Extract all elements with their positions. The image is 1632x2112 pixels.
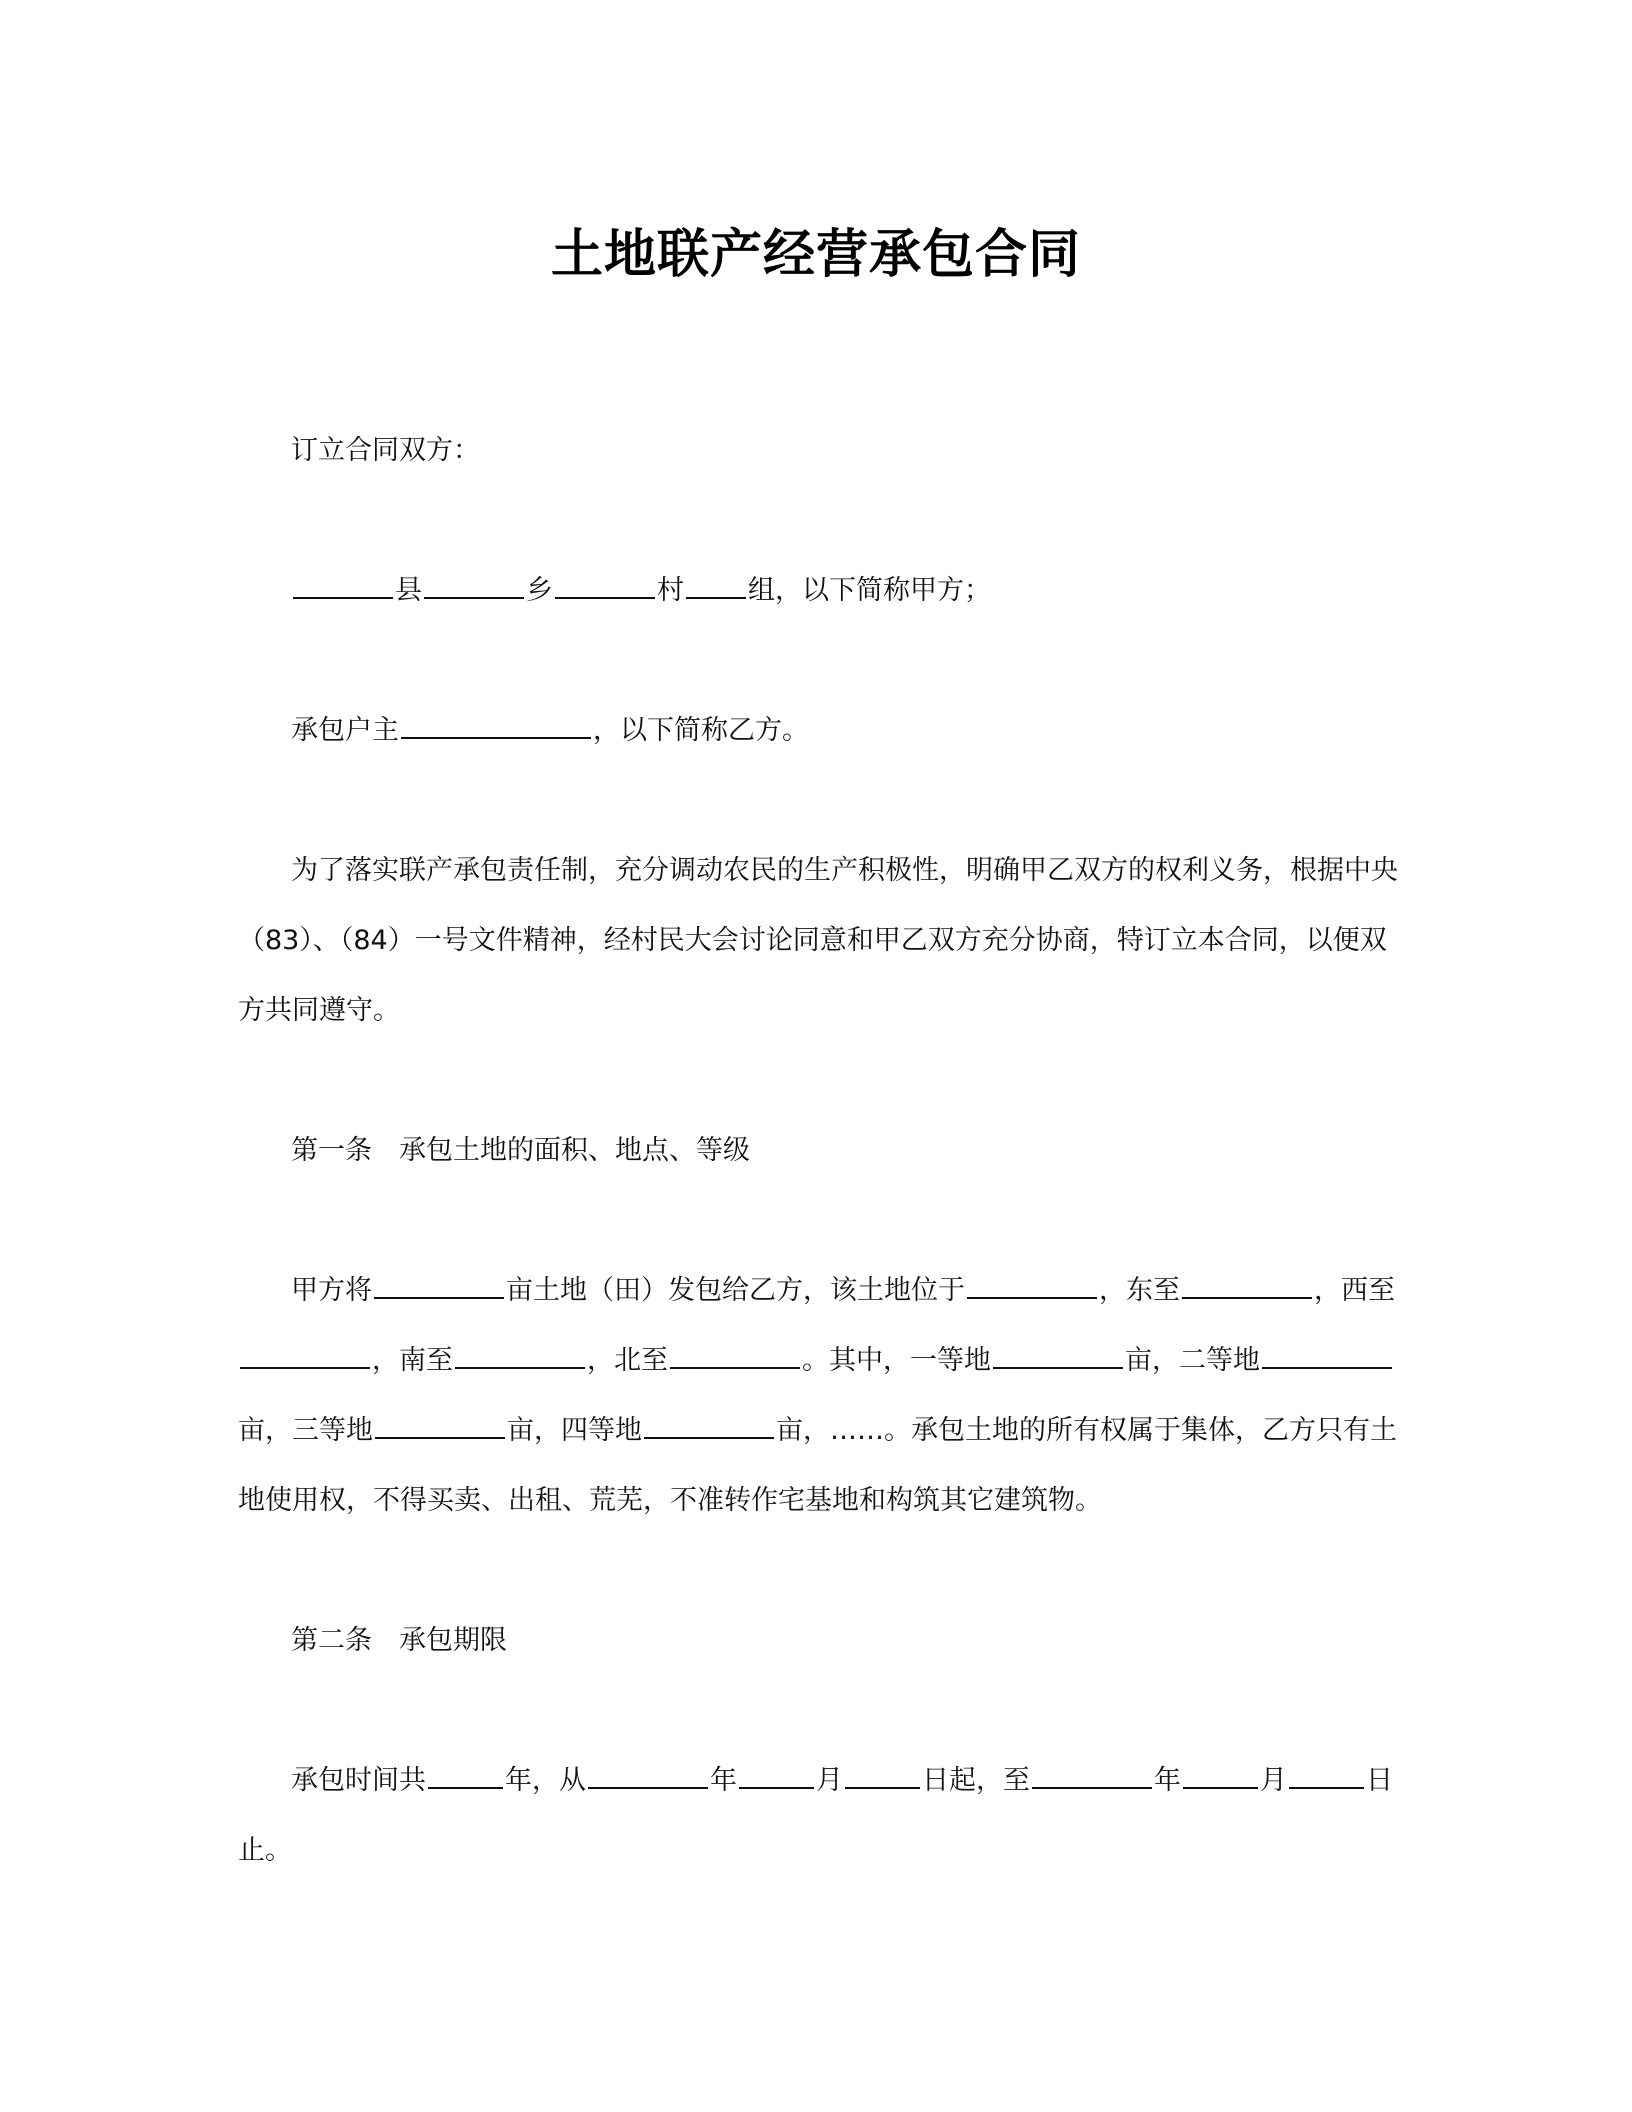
article1-text-9: 亩，三等地: [238, 1415, 373, 1446]
party-b-line: [238, 696, 1408, 766]
end-month-blank[interactable]: [1183, 1757, 1258, 1789]
household-head-blank[interactable]: [401, 707, 591, 739]
township-label: 乡: [526, 575, 553, 606]
article1-text-8: 亩，二等地: [1125, 1345, 1260, 1376]
county-label: 县: [395, 575, 422, 606]
article1-text-6: ，北至: [587, 1345, 668, 1376]
term-years-blank[interactable]: [428, 1757, 503, 1789]
start-month-blank[interactable]: [739, 1757, 814, 1789]
article1-text-11: 亩，……。承包土地的所有权属于集体，乙方只有土地使用权，不得买卖、出租、荒芜，不准转作宅基地和构筑其它建筑物。: [238, 1415, 1397, 1516]
article2-text-3: 年: [710, 1765, 737, 1796]
end-year-blank[interactable]: [1032, 1757, 1152, 1789]
start-day-blank[interactable]: [845, 1757, 920, 1789]
location-blank[interactable]: [967, 1267, 1097, 1299]
grade3-area-blank[interactable]: [375, 1407, 505, 1439]
article2-text-2: 年，从: [505, 1765, 586, 1796]
article1-text-10: 亩，四等地: [507, 1415, 642, 1446]
total-area-blank[interactable]: [374, 1267, 504, 1299]
article1-text-4: ，西至: [1314, 1275, 1395, 1306]
grade2-area-blank[interactable]: [1262, 1337, 1392, 1369]
article2-text-5: 日起，至: [922, 1765, 1030, 1796]
county-blank[interactable]: [293, 567, 393, 599]
east-boundary-blank[interactable]: [1182, 1267, 1312, 1299]
end-day-blank[interactable]: [1289, 1757, 1364, 1789]
article1-text-3: ，东至: [1099, 1275, 1180, 1306]
township-blank[interactable]: [424, 567, 524, 599]
article2-text-4: 月: [816, 1765, 843, 1796]
article2-text-8: 日止。: [238, 1765, 1393, 1866]
article2-text-1: 承包时间共: [291, 1765, 426, 1796]
west-boundary-blank[interactable]: [240, 1337, 370, 1369]
grade4-area-blank[interactable]: [644, 1407, 774, 1439]
group-blank[interactable]: [686, 567, 746, 599]
article1-text-2: 亩土地（田）发包给乙方，该土地位于: [506, 1275, 965, 1306]
article1-text-1: 甲方将: [291, 1275, 372, 1306]
article2-text-7: 月: [1260, 1765, 1287, 1796]
parties-heading: 订立合同双方：: [291, 435, 480, 466]
article1-body: [238, 1256, 1408, 1536]
purpose-paragraph: 为了落实联产承包责任制，充分调动农民的生产积极性，明确甲乙双方的权利义务，根据中央（83）、（84）一号文件精神，经村民大会讨论同意和甲乙双方充分协商，特订立本合同，以便双方共同遵守。: [238, 855, 1398, 1026]
party-a-line: [238, 556, 1408, 626]
party-b-prefix: 承包户主: [291, 715, 399, 746]
group-label: 组: [748, 575, 775, 606]
article2-text-6: 年: [1154, 1765, 1181, 1796]
north-boundary-blank[interactable]: [670, 1337, 800, 1369]
article2-heading: 第二条 承包期限: [291, 1625, 507, 1656]
village-blank[interactable]: [555, 567, 655, 599]
article1-heading: 第一条 承包土地的面积、地点、等级: [291, 1135, 750, 1166]
article1-text-7: 。其中，一等地: [802, 1345, 991, 1376]
article2-body: [238, 1746, 1408, 1886]
start-year-blank[interactable]: [588, 1757, 708, 1789]
grade1-area-blank[interactable]: [993, 1337, 1123, 1369]
south-boundary-blank[interactable]: [455, 1337, 585, 1369]
party-b-suffix: ，以下简称乙方。: [593, 715, 809, 746]
party-a-suffix: ，以下简称甲方；: [775, 575, 991, 606]
village-label: 村: [657, 575, 684, 606]
article1-text-5: ，南至: [372, 1345, 453, 1376]
document-title: 土地联产经营承包合同: [550, 225, 1081, 285]
